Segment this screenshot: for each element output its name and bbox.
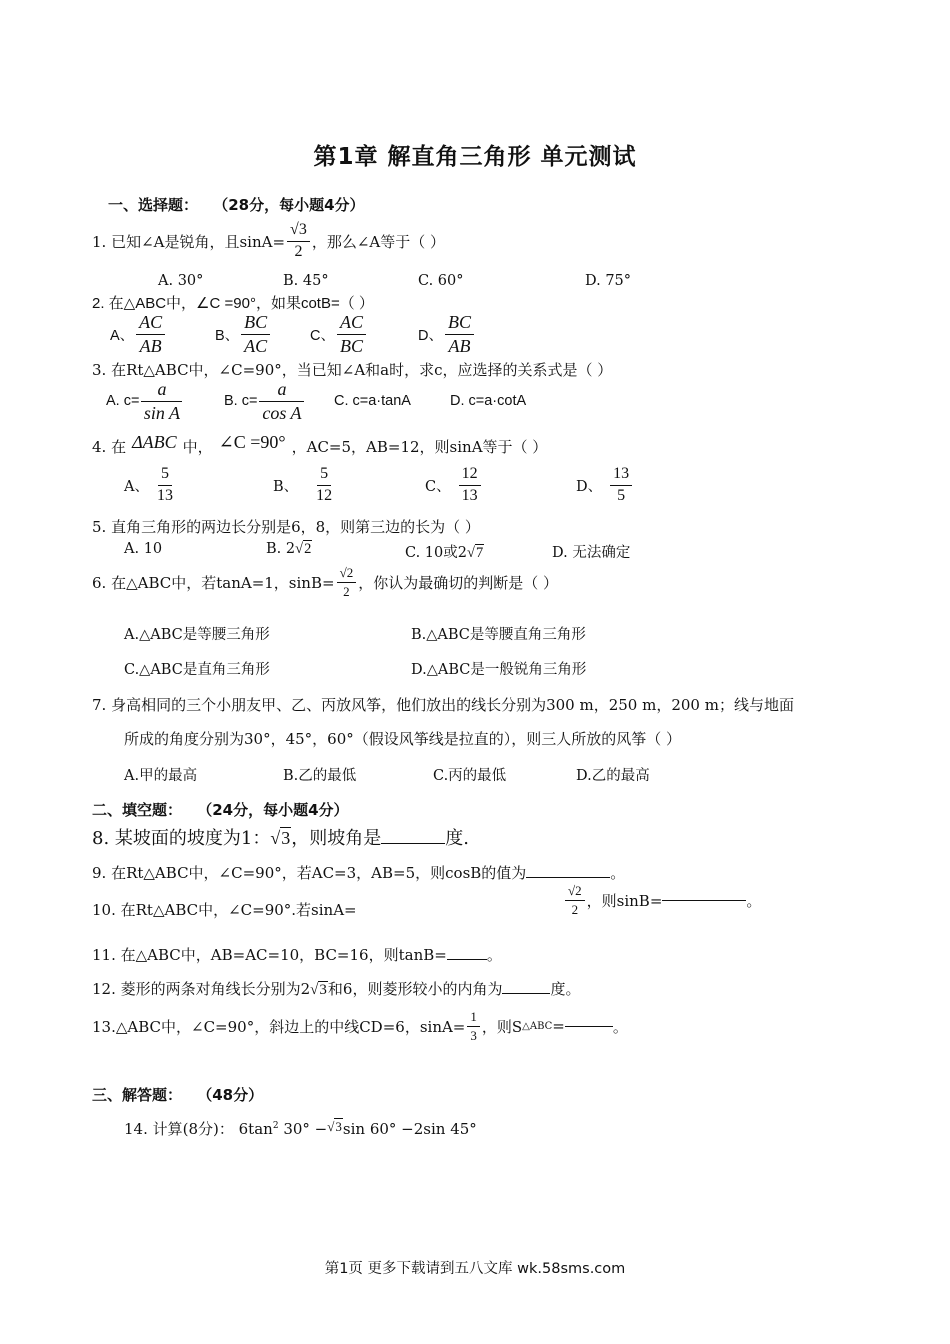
q4-pre: 4. 在	[92, 438, 127, 456]
q4-option-c-label: C、	[425, 478, 451, 495]
frac-num: √2	[565, 884, 585, 901]
frac-num: AC	[337, 313, 366, 335]
q6-option-c: C.△ABC是直角三角形	[124, 662, 270, 678]
sqrt-icon: √3	[270, 828, 291, 848]
q6-option-d: D.△ABC是一般锐角三角形	[411, 662, 587, 678]
q4-option-d-label: D、	[576, 478, 603, 495]
q5-option-c	[405, 541, 484, 562]
q1-stem-post: ，那么∠A等于（ ）	[311, 232, 445, 251]
frac-num: BC	[445, 313, 474, 335]
radicand: 3	[281, 828, 291, 848]
q14-pre: 14. 计算(8分)： 6tan	[124, 1120, 273, 1138]
q3-option-d: D. c=a·cotA	[450, 393, 527, 409]
question-2: 2. 在△ABC中，∠C =90°，如果cotB=（ ）	[92, 295, 374, 312]
sqrt-icon: √3	[310, 982, 327, 998]
q8-pre: 8. 某坡面的坡度为1：	[92, 828, 271, 849]
q12-post: 和6，则菱形较小的内角为	[327, 980, 503, 998]
question-6	[92, 566, 558, 598]
frac-den: sin A	[143, 402, 181, 423]
sqrt-icon: √3	[327, 1119, 342, 1134]
q3-option-a	[106, 380, 184, 423]
question-8	[92, 824, 469, 850]
frac-num: 5	[158, 466, 172, 486]
q4-option-b-label: B、	[273, 478, 299, 495]
section-3-label: 三、解答题：	[92, 1086, 183, 1104]
q4-option-a	[124, 466, 175, 505]
q3-option-b-label: B. c=	[224, 393, 258, 410]
q12-end: 度。	[550, 980, 581, 998]
answer-blank[interactable]	[526, 877, 610, 878]
page-title: 第1章 解直角三角形 单元测试	[313, 144, 637, 170]
question-10-stem: 10. 在Rt△ABC中，∠C=90°.若sinA=	[92, 901, 357, 919]
q9-text: 9. 在Rt△ABC中，∠C=90°，若AC=3，AB=5，则cosB的值为	[92, 864, 527, 882]
frac-den: AB	[448, 335, 471, 356]
q13-post2: =	[552, 1017, 565, 1036]
question-13	[92, 1010, 628, 1042]
frac-den: 13	[156, 486, 173, 504]
section-2-label: 二、填空题：	[92, 801, 183, 819]
q2-option-a-label: A、	[110, 327, 135, 344]
section-1-points: （28分，每小题4分）	[213, 196, 365, 214]
q14-mid: 30° −	[278, 1120, 328, 1138]
question-9	[92, 862, 625, 883]
q7-option-b: B.乙的最低	[283, 768, 357, 784]
frac-num: 12	[459, 466, 481, 486]
q2-option-b	[215, 313, 272, 356]
q13-post: ，则S	[481, 1017, 523, 1036]
q13-pre: 13.△ABC中，∠C=90°，斜边上的中线CD=6，sinA=	[92, 1017, 466, 1036]
question-5: 5. 直角三角形的两边长分别是6，8，则第三边的长为（ ）	[92, 518, 480, 536]
q2-option-c-fraction	[337, 313, 366, 356]
q4-option-b	[273, 466, 334, 505]
q6-option-a: A.△ABC是等腰三角形	[124, 627, 270, 643]
question-1	[92, 222, 445, 261]
frac-den: AB	[139, 335, 162, 356]
q2-option-b-label: B、	[215, 327, 240, 344]
section-3-points: （48分）	[197, 1086, 264, 1104]
q2-option-c	[310, 313, 368, 356]
q4-triangle: ΔABC	[132, 432, 177, 452]
q2-option-d-fraction	[445, 313, 474, 356]
q1-option-c: C. 60°	[418, 273, 464, 289]
frac-den: 3	[470, 1027, 477, 1043]
question-12	[92, 978, 580, 999]
q2-option-d-label: D、	[418, 327, 443, 344]
section-2-heading	[92, 799, 349, 820]
sqrt-icon: √2	[295, 541, 312, 557]
q1-option-b: B. 45°	[283, 273, 329, 289]
q4-option-c	[425, 466, 483, 505]
q9-end: 。	[610, 864, 626, 882]
page-footer: 第1页 更多下载请到五八文库 wk.58sms.com	[324, 1261, 626, 1277]
q6-option-b: B.△ABC是等腰直角三角形	[411, 627, 586, 643]
q13-fraction	[467, 1010, 480, 1042]
q4-option-d	[576, 466, 634, 505]
question-10-tail	[563, 884, 761, 916]
q13-subscript: △ABC	[522, 1020, 553, 1032]
q5-option-c-pre: C. 10或2	[405, 545, 467, 561]
q8-end: 度.	[445, 828, 469, 849]
frac-den: 5	[617, 486, 626, 504]
q5-option-d: D. 无法确定	[552, 545, 631, 561]
q6-fraction	[337, 566, 357, 598]
q4-post: ，AC=5，AB=12，则sinA等于（ ）	[291, 438, 548, 456]
frac-num: BC	[241, 313, 270, 335]
q8-post: ，则坡角是	[291, 828, 382, 849]
q6-stem-pre: 6. 在△ABC中，若tanA=1，sinB=	[92, 573, 335, 592]
q1-option-d: D. 75°	[585, 273, 632, 289]
q4-angle: ∠C =90°	[218, 432, 286, 452]
answer-blank[interactable]	[381, 843, 445, 844]
answer-blank[interactable]	[662, 900, 746, 901]
frac-num: AC	[136, 313, 165, 335]
q11-text: 11. 在△ABC中，AB=AC=10，BC=16，则tanB=	[92, 946, 447, 964]
q5-option-a: A. 10	[124, 541, 163, 557]
q14-superscript: 2	[272, 1121, 279, 1131]
q1-stem-pre: 1. 已知∠A是锐角，且sinA=	[92, 232, 286, 251]
answer-blank[interactable]	[565, 1026, 613, 1027]
q14-post: sin 60° −2sin 45°	[342, 1120, 477, 1138]
q4-option-b-fraction	[316, 466, 332, 505]
q11-end: 。	[486, 946, 502, 964]
frac-den: 2	[343, 583, 350, 599]
q13-end: 。	[612, 1017, 628, 1036]
frac-num: a	[141, 380, 182, 402]
q1-fraction	[287, 222, 310, 261]
q3-option-c: C. c=a·tanA	[334, 393, 411, 409]
radicand: 2	[304, 541, 312, 557]
q4-option-a-fraction	[157, 466, 173, 505]
question-14	[124, 1118, 477, 1139]
q1-option-a: A. 30°	[158, 273, 204, 289]
question-4	[92, 432, 548, 457]
frac-num: a	[259, 380, 304, 402]
frac-num: 5	[317, 466, 331, 486]
question-11	[92, 944, 502, 965]
frac-den: AC	[244, 335, 268, 356]
q4-option-c-fraction	[459, 466, 481, 505]
q3-option-a-label: A. c=	[106, 393, 140, 410]
radicand: 3	[319, 982, 327, 998]
q10-fraction	[565, 884, 585, 916]
answer-blank[interactable]	[447, 959, 487, 960]
frac-num: 1	[467, 1010, 480, 1027]
question-3: 3. 在Rt△ABC中，∠C=90°，当已知∠A和a时，求c，应选择的关系式是（ ）	[92, 361, 613, 379]
section-1-heading	[108, 194, 365, 215]
q1-frac-den: 2	[294, 242, 303, 260]
section-2-points: （24分，每小题4分）	[197, 801, 349, 819]
radicand: 3	[335, 1119, 342, 1134]
frac-den: cos A	[262, 402, 302, 423]
q2-option-c-label: C、	[310, 327, 335, 344]
frac-den: 2	[571, 901, 579, 917]
q3-option-b-fraction	[259, 380, 304, 423]
q7-option-c: C.丙的最低	[433, 768, 507, 784]
q7-option-a: A.甲的最高	[124, 768, 198, 784]
q1-frac-num: √3	[287, 222, 310, 242]
frac-den: 12	[316, 486, 333, 504]
q10-post: ，则sinB=	[586, 891, 663, 910]
frac-den: 13	[461, 486, 478, 504]
section-1-label: 一、选择题：	[108, 196, 199, 214]
q12-pre: 12. 菱形的两条对角线长分别为2	[92, 980, 311, 998]
q5-option-b	[266, 541, 312, 558]
q3-option-b	[224, 380, 306, 423]
answer-blank[interactable]	[502, 993, 550, 994]
question-7-line-2: 所成的角度分别为30°，45°，60°（假设风筝线是拉直的），则三人所放的风筝（ ）	[124, 730, 682, 748]
q2-option-d	[418, 313, 476, 356]
sqrt-icon: √7	[466, 545, 484, 561]
radicand: 7	[475, 545, 484, 561]
q3-option-a-fraction	[141, 380, 182, 423]
q4-option-d-fraction	[610, 466, 632, 505]
frac-num: √2	[337, 566, 357, 583]
q7-option-d: D.乙的最高	[576, 768, 650, 784]
question-7-line-1: 7. 身高相同的三个小朋友甲、乙、丙放风筝，他们放出的线长分别为300 m，250 m，200 m；线与地面	[92, 696, 794, 714]
q2-option-a-fraction	[136, 313, 165, 356]
q10-end: 。	[746, 891, 762, 910]
q6-stem-post: ，你认为最确切的判断是（ ）	[358, 573, 558, 592]
q2-option-b-fraction	[241, 313, 270, 356]
q2-option-a	[110, 313, 167, 356]
q4-option-a-label: A、	[124, 478, 149, 495]
q4-mid: 中，	[182, 438, 213, 456]
frac-den: BC	[339, 335, 363, 356]
frac-num: 13	[610, 466, 632, 486]
q5-option-b-pre: B. 2	[266, 541, 296, 557]
section-3-heading	[92, 1084, 263, 1105]
